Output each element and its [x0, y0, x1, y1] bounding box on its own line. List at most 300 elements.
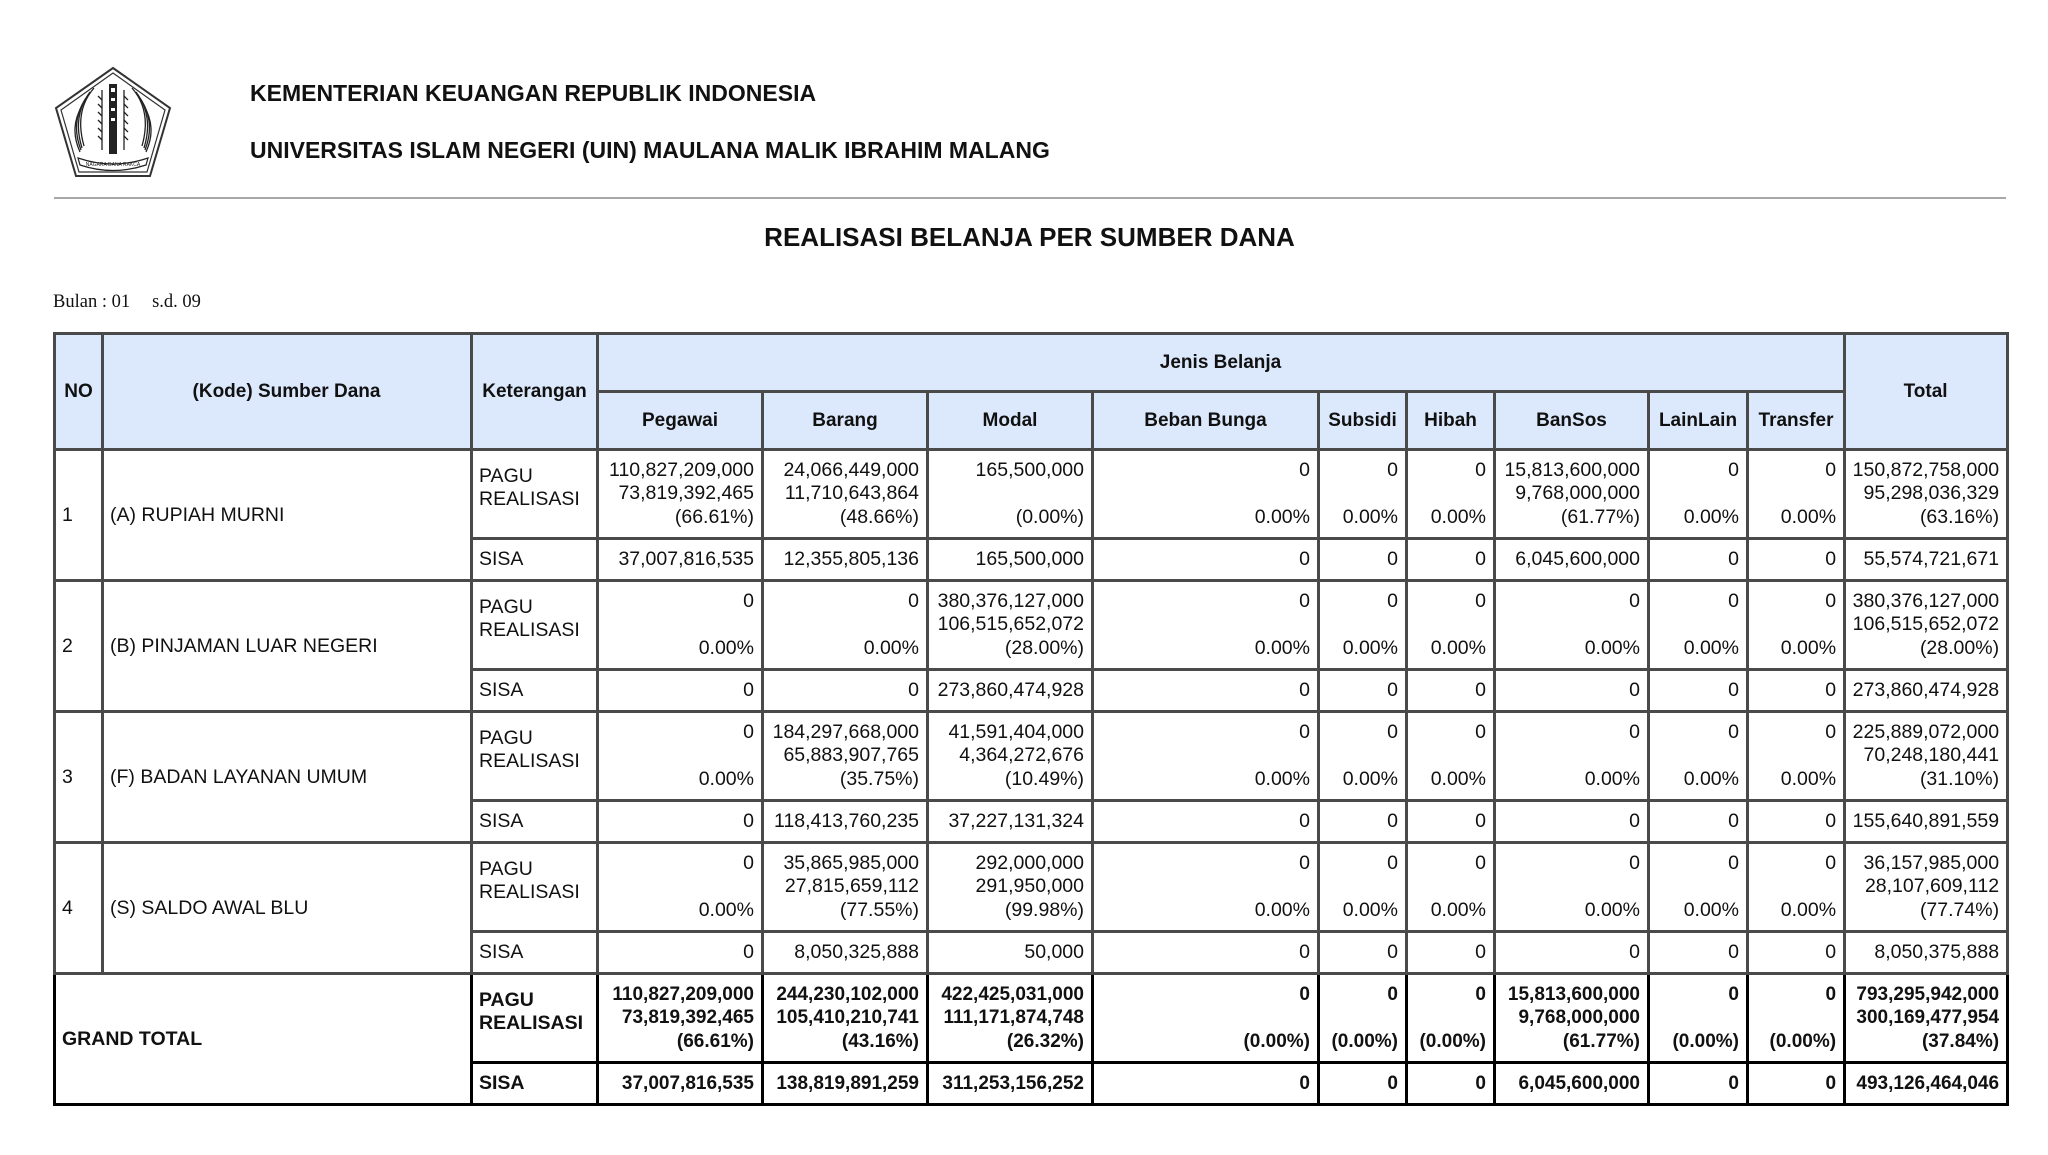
- cell-total: [1845, 712, 2008, 801]
- percent-value: (66.61%): [674, 505, 754, 528]
- col-header-transfer: Transfer: [1748, 392, 1845, 450]
- cell-total: [1845, 843, 2008, 932]
- realisasi-value: [1755, 744, 1836, 768]
- realisasi-value: [1414, 482, 1486, 506]
- percent-value: 0.00%: [1683, 767, 1739, 790]
- percent-value: (10.49%): [1004, 767, 1084, 790]
- cell-pegawai: [598, 581, 763, 670]
- gt-cell-total: [1845, 974, 2008, 1063]
- percent-value: 0.00%: [863, 636, 919, 659]
- pagu-value: 165,500,000: [975, 458, 1084, 481]
- cell-transfer: [1748, 450, 1845, 539]
- sisa-lainlain: 0: [1649, 932, 1748, 974]
- label-pagu: PAGU: [479, 595, 533, 618]
- percent-value: 0.00%: [698, 898, 754, 921]
- percent-value: 0.00%: [1683, 898, 1739, 921]
- realisasi-value: [1414, 613, 1486, 637]
- gt-sisa-barang: 138,819,891,259: [763, 1063, 928, 1105]
- pagu-value: 244,230,102,000: [776, 983, 919, 1005]
- percent-value: (37.84%): [1921, 1030, 2000, 1052]
- sisa-beban-bunga: 0: [1093, 539, 1319, 581]
- percent-value: (48.66%): [839, 505, 919, 528]
- pagu-value: 0: [1825, 458, 1837, 481]
- pagu-value: 0: [1387, 851, 1398, 874]
- pagu-value: 15,813,600,000: [1504, 458, 1640, 481]
- source-name: (S) SALDO AWAL BLU: [103, 843, 472, 974]
- sisa-beban-bunga: 0: [1093, 932, 1319, 974]
- pagu-value: 35,865,985,000: [783, 851, 919, 874]
- cell-modal: [928, 450, 1093, 539]
- cell-hibah: [1407, 581, 1495, 670]
- gt-cell-pegawai: [598, 974, 763, 1063]
- pagu-value: 24,066,449,000: [783, 458, 919, 481]
- pagu-value: 41,591,404,000: [948, 720, 1084, 743]
- sisa-total: 55,574,721,671: [1845, 539, 2008, 581]
- sisa-lainlain: 0: [1649, 539, 1748, 581]
- percent-value: (28.00%): [1004, 636, 1084, 659]
- realisasi-value: [1502, 613, 1640, 637]
- cell-transfer: [1748, 712, 1845, 801]
- gt-sisa-modal: 311,253,156,252: [928, 1063, 1093, 1105]
- label-sisa: SISA: [472, 801, 598, 843]
- label-realisasi: REALISASI: [479, 1012, 584, 1034]
- realisasi-value: 73,819,392,465: [621, 1007, 754, 1029]
- pagu-value: 0: [743, 589, 754, 612]
- realisasi-value: [1755, 613, 1836, 637]
- sisa-barang: 8,050,325,888: [763, 932, 928, 974]
- percent-value: 0.00%: [1780, 767, 1837, 790]
- pagu-value: 0: [1728, 983, 1739, 1005]
- pagu-value: 110,827,209,000: [609, 458, 754, 481]
- realisasi-value: [1414, 1006, 1486, 1030]
- sisa-bansos: 0: [1495, 932, 1649, 974]
- realisasi-value: 106,515,652,072: [937, 613, 1084, 636]
- cell-bansos: [1495, 843, 1649, 932]
- cell-pegawai: [598, 843, 763, 932]
- col-header-barang: Barang: [763, 392, 928, 450]
- realisasi-value: [1100, 482, 1310, 506]
- cell-barang: [763, 843, 928, 932]
- realisasi-value: 105,410,210,741: [776, 1007, 919, 1029]
- gt-cell-lainlain: [1649, 974, 1748, 1063]
- cell-total: [1845, 450, 2008, 539]
- pagu-value: 0: [1728, 589, 1739, 612]
- pagu-value: 0: [1728, 458, 1739, 481]
- realisasi-value: [1502, 875, 1640, 899]
- sisa-pegawai: 37,007,816,535: [598, 539, 763, 581]
- col-header-keterangan: Keterangan: [472, 334, 598, 450]
- pagu-value: 0: [1299, 851, 1310, 874]
- sisa-lainlain: 0: [1649, 670, 1748, 712]
- cell-barang: [763, 581, 928, 670]
- gt-cell-hibah: [1407, 974, 1495, 1063]
- percent-value: 0.00%: [1584, 767, 1640, 790]
- keterangan-pagu-realisasi: [472, 581, 598, 670]
- report-title: REALISASI BELANJA PER SUMBER DANA: [764, 222, 1295, 252]
- realisasi-value: 27,815,659,112: [784, 875, 919, 898]
- col-header-jenis-belanja: Jenis Belanja: [598, 334, 1845, 392]
- percent-value: (26.32%): [1006, 1030, 1084, 1052]
- keterangan-pagu-realisasi: [472, 712, 598, 801]
- percent-value: (31.10%): [1919, 767, 2000, 790]
- sisa-modal: 50,000: [928, 932, 1093, 974]
- pagu-value: 0: [1825, 851, 1837, 874]
- percent-value: 0.00%: [1342, 636, 1398, 659]
- label-sisa: SISA: [472, 932, 598, 974]
- col-header-hibah: Hibah: [1407, 392, 1495, 450]
- percent-value: 0.00%: [698, 636, 754, 659]
- cell-transfer: [1748, 581, 1845, 670]
- pagu-value: 0: [1475, 720, 1486, 743]
- table-row-pagu: [55, 843, 2008, 932]
- sisa-barang: 12,355,805,136: [763, 539, 928, 581]
- sisa-pegawai: 0: [598, 670, 763, 712]
- percent-value: (99.98%): [1004, 898, 1084, 921]
- percent-value: (28.00%): [1919, 636, 2000, 659]
- pagu-value: 225,889,072,000: [1852, 720, 2000, 743]
- sisa-hibah: 0: [1407, 539, 1495, 581]
- percent-value: 0.00%: [1683, 505, 1739, 528]
- cell-barang: [763, 450, 928, 539]
- pagu-value: 292,000,000: [975, 851, 1084, 874]
- sisa-barang: 118,413,760,235: [763, 801, 928, 843]
- pagu-value: 0: [1728, 720, 1739, 743]
- percent-value: (35.75%): [839, 767, 919, 790]
- realisasi-value: [1326, 875, 1398, 899]
- pagu-value: 0: [1299, 458, 1310, 481]
- table-row-pagu: [55, 450, 2008, 539]
- row-number: 4: [55, 843, 103, 974]
- percent-value: 0.00%: [1430, 636, 1486, 659]
- realisasi-value: 65,883,907,765: [783, 744, 919, 767]
- cell-modal: [928, 843, 1093, 932]
- sisa-subsidi: 0: [1319, 670, 1407, 712]
- label-sisa: SISA: [472, 539, 598, 581]
- cell-beban-bunga: [1093, 581, 1319, 670]
- cell-subsidi: [1319, 450, 1407, 539]
- pagu-value: 0: [1825, 983, 1837, 1005]
- col-header-source: (Kode) Sumber Dana: [103, 334, 472, 450]
- cell-lainlain: [1649, 450, 1748, 539]
- gt-sisa-total: 493,126,464,046: [1845, 1063, 2008, 1105]
- col-header-no: NO: [55, 334, 103, 450]
- sisa-beban-bunga: 0: [1093, 801, 1319, 843]
- period-start: Bulan : 01: [53, 292, 131, 312]
- cell-pegawai: [598, 712, 763, 801]
- pagu-value: 0: [1299, 720, 1310, 743]
- realisasi-value: 106,515,652,072: [1852, 613, 2000, 636]
- table-row-pagu: [55, 581, 2008, 670]
- sisa-pegawai: 0: [598, 801, 763, 843]
- realization-table: [53, 332, 2009, 1106]
- percent-value: (0.00%): [1331, 1030, 1398, 1052]
- percent-value: (43.16%): [841, 1030, 919, 1052]
- cell-modal: [928, 581, 1093, 670]
- sisa-transfer: 0: [1748, 670, 1845, 712]
- sisa-pegawai: 0: [598, 932, 763, 974]
- cell-bansos: [1495, 712, 1649, 801]
- realisasi-value: [770, 613, 919, 637]
- cell-beban-bunga: [1093, 843, 1319, 932]
- pagu-value: 380,376,127,000: [937, 589, 1084, 612]
- keterangan-pagu-realisasi: [472, 450, 598, 539]
- col-header-pegawai: Pegawai: [598, 392, 763, 450]
- kemenkeu-emblem-icon: [54, 66, 172, 178]
- percent-value: 0.00%: [1780, 636, 1837, 659]
- label-realisasi: REALISASI: [479, 750, 580, 772]
- grand-total-label: GRAND TOTAL: [55, 974, 472, 1105]
- realisasi-value: [1656, 744, 1739, 768]
- cell-subsidi: [1319, 712, 1407, 801]
- realisasi-value: 95,298,036,329: [1863, 482, 2000, 505]
- gt-cell-transfer: [1748, 974, 1845, 1063]
- pagu-value: 0: [743, 720, 754, 743]
- realisasi-value: 11,710,643,864: [784, 482, 919, 505]
- pagu-value: 0: [1629, 720, 1640, 743]
- keterangan-pagu-realisasi: [472, 974, 598, 1063]
- gt-cell-barang: [763, 974, 928, 1063]
- sisa-modal: 37,227,131,324: [928, 801, 1093, 843]
- gt-sisa-beban-bunga: 0: [1093, 1063, 1319, 1105]
- pagu-value: 422,425,031,000: [941, 983, 1084, 1005]
- percent-value: 0.00%: [1254, 898, 1310, 921]
- pagu-value: 0: [1387, 983, 1398, 1005]
- pagu-value: 0: [1475, 458, 1486, 481]
- gt-cell-modal: [928, 974, 1093, 1063]
- sisa-hibah: 0: [1407, 932, 1495, 974]
- sisa-modal: 273,860,474,928: [928, 670, 1093, 712]
- sisa-total: 8,050,375,888: [1845, 932, 2008, 974]
- col-header-bansos: BanSos: [1495, 392, 1649, 450]
- cell-hibah: [1407, 843, 1495, 932]
- gt-sisa-pegawai: 37,007,816,535: [598, 1063, 763, 1105]
- percent-value: 0.00%: [1342, 898, 1398, 921]
- pagu-value: 0: [1629, 851, 1640, 874]
- label-pagu: PAGU: [479, 464, 533, 487]
- gt-cell-bansos: [1495, 974, 1649, 1063]
- cell-beban-bunga: [1093, 450, 1319, 539]
- cell-barang: [763, 712, 928, 801]
- percent-value: (0.00%): [1769, 1030, 1837, 1052]
- percent-value: 0.00%: [698, 767, 754, 790]
- pagu-value: 0: [1387, 589, 1398, 612]
- percent-value: (77.74%): [1919, 898, 2000, 921]
- sisa-bansos: 0: [1495, 670, 1649, 712]
- sisa-transfer: 0: [1748, 932, 1845, 974]
- percent-value: 0.00%: [1780, 898, 1837, 921]
- percent-value: (0.00%): [1015, 505, 1084, 528]
- realisasi-value: 28,107,609,112: [1864, 875, 2000, 898]
- realisasi-value: [1414, 875, 1486, 899]
- realisasi-value: 111,171,874,748: [943, 1007, 1084, 1029]
- percent-value: 0.00%: [1254, 505, 1310, 528]
- percent-value: 0.00%: [1780, 505, 1837, 528]
- pagu-value: 0: [1387, 720, 1398, 743]
- realisasi-value: 300,169,477,954: [1856, 1007, 2000, 1029]
- sisa-total: 273,860,474,928: [1845, 670, 2008, 712]
- percent-value: 0.00%: [1584, 898, 1640, 921]
- pagu-value: 184,297,668,000: [772, 720, 919, 743]
- keterangan-pagu-realisasi: [472, 843, 598, 932]
- sisa-total: 155,640,891,559: [1845, 801, 2008, 843]
- sisa-hibah: 0: [1407, 670, 1495, 712]
- realisasi-value: 9,768,000,000: [1515, 482, 1640, 505]
- svg-text:NAGARA DANA RAKCA: NAGARA DANA RAKCA: [85, 162, 141, 168]
- realisasi-value: [1656, 613, 1739, 637]
- cell-total: [1845, 581, 2008, 670]
- ministry-name: KEMENTERIAN KEUANGAN REPUBLIK INDONESIA: [250, 80, 817, 106]
- cell-bansos: [1495, 450, 1649, 539]
- cell-hibah: [1407, 712, 1495, 801]
- pagu-value: 0: [1728, 851, 1739, 874]
- realisasi-value: [605, 875, 754, 899]
- pagu-value: 0: [1475, 589, 1486, 612]
- realisasi-value: [605, 744, 754, 768]
- realisasi-value: [1656, 875, 1739, 899]
- sisa-transfer: 0: [1748, 801, 1845, 843]
- pagu-value: 793,295,942,000: [1856, 983, 2000, 1005]
- cell-hibah: [1407, 450, 1495, 539]
- pagu-value: 0: [1825, 720, 1837, 743]
- percent-value: (63.16%): [1919, 505, 2000, 528]
- pagu-value: 0: [908, 589, 919, 612]
- realisasi-value: [1326, 613, 1398, 637]
- pagu-value: 0: [1299, 983, 1310, 1005]
- realisasi-value: [1100, 613, 1310, 637]
- cell-lainlain: [1649, 581, 1748, 670]
- percent-value: 0.00%: [1683, 636, 1739, 659]
- period-end: s.d. 09: [152, 292, 201, 312]
- grand-total-row-pagu: [55, 974, 2008, 1063]
- header-divider: [54, 197, 2006, 199]
- row-number: 1: [55, 450, 103, 581]
- row-number: 2: [55, 581, 103, 712]
- sisa-modal: 165,500,000: [928, 539, 1093, 581]
- col-header-total: Total: [1845, 334, 2008, 450]
- realisasi-value: [1326, 482, 1398, 506]
- sisa-subsidi: 0: [1319, 932, 1407, 974]
- pagu-value: 0: [743, 851, 754, 874]
- pagu-value: 0: [1629, 589, 1640, 612]
- sisa-beban-bunga: 0: [1093, 670, 1319, 712]
- label-sisa: SISA: [472, 670, 598, 712]
- pagu-value: 380,376,127,000: [1852, 589, 2000, 612]
- realisasi-value: [1100, 744, 1310, 768]
- label-pagu: PAGU: [479, 726, 533, 749]
- realisasi-value: [1656, 482, 1739, 506]
- col-header-subsidi: Subsidi: [1319, 392, 1407, 450]
- sisa-subsidi: 0: [1319, 539, 1407, 581]
- label-sisa: SISA: [472, 1063, 598, 1105]
- sisa-lainlain: 0: [1649, 801, 1748, 843]
- source-name: (B) PINJAMAN LUAR NEGERI: [103, 581, 472, 712]
- realisasi-value: 70,248,180,441: [1863, 744, 2000, 767]
- percent-value: 0.00%: [1254, 636, 1310, 659]
- gt-sisa-hibah: 0: [1407, 1063, 1495, 1105]
- percent-value: (66.61%): [676, 1030, 754, 1052]
- realisasi-value: [1326, 744, 1398, 768]
- percent-value: 0.00%: [1254, 767, 1310, 790]
- label-realisasi: REALISASI: [479, 488, 580, 510]
- realisasi-value: [1755, 875, 1836, 899]
- sisa-subsidi: 0: [1319, 801, 1407, 843]
- realisasi-value: [1100, 875, 1310, 899]
- label-realisasi: REALISASI: [479, 619, 580, 641]
- cell-subsidi: [1319, 843, 1407, 932]
- realisasi-value: [1755, 1006, 1836, 1030]
- period-range: [53, 292, 201, 313]
- label-pagu: PAGU: [479, 857, 533, 880]
- realisasi-value: [1414, 744, 1486, 768]
- percent-value: (61.77%): [1562, 1030, 1640, 1052]
- realisasi-value: [935, 482, 1084, 506]
- pagu-value: 15,813,600,000: [1507, 983, 1640, 1005]
- gt-sisa-bansos: 6,045,600,000: [1495, 1063, 1649, 1105]
- pagu-value: 110,827,209,000: [612, 983, 754, 1005]
- percent-value: (0.00%): [1419, 1030, 1486, 1052]
- sisa-bansos: 6,045,600,000: [1495, 539, 1649, 581]
- sisa-hibah: 0: [1407, 801, 1495, 843]
- label-pagu: PAGU: [479, 988, 534, 1011]
- sisa-barang: 0: [763, 670, 928, 712]
- percent-value: (77.55%): [839, 898, 919, 921]
- col-header-modal: Modal: [928, 392, 1093, 450]
- realisasi-value: [1755, 482, 1836, 506]
- pagu-value: 0: [1475, 851, 1486, 874]
- sisa-transfer: 0: [1748, 539, 1845, 581]
- percent-value: 0.00%: [1430, 898, 1486, 921]
- header-row-group: [55, 334, 2008, 392]
- percent-value: (61.77%): [1560, 505, 1640, 528]
- realisasi-value: 73,819,392,465: [618, 482, 754, 505]
- cell-lainlain: [1649, 712, 1748, 801]
- realisasi-value: [1502, 744, 1640, 768]
- pagu-value: 0: [1387, 458, 1398, 481]
- pagu-value: 0: [1475, 983, 1486, 1005]
- gt-sisa-transfer: 0: [1748, 1063, 1845, 1105]
- cell-beban-bunga: [1093, 712, 1319, 801]
- percent-value: (0.00%): [1243, 1030, 1310, 1052]
- cell-bansos: [1495, 581, 1649, 670]
- pagu-value: 36,157,985,000: [1863, 851, 2000, 874]
- institution-name: UNIVERSITAS ISLAM NEGERI (UIN) MAULANA MALIK IBRAHIM MALANG: [250, 137, 1050, 163]
- pagu-value: 0: [1825, 589, 1837, 612]
- pagu-value: 150,872,758,000: [1852, 458, 2000, 481]
- percent-value: 0.00%: [1342, 767, 1398, 790]
- label-realisasi: REALISASI: [479, 881, 580, 903]
- pagu-value: 0: [1299, 589, 1310, 612]
- table-row-pagu: [55, 712, 2008, 801]
- sisa-bansos: 0: [1495, 801, 1649, 843]
- percent-value: (0.00%): [1672, 1030, 1739, 1052]
- realisasi-value: [1326, 1006, 1398, 1030]
- percent-value: 0.00%: [1584, 636, 1640, 659]
- realisasi-value: 291,950,000: [975, 875, 1084, 898]
- cell-pegawai: [598, 450, 763, 539]
- realisasi-value: [1656, 1006, 1739, 1030]
- cell-modal: [928, 712, 1093, 801]
- source-name: (A) RUPIAH MURNI: [103, 450, 472, 581]
- gt-sisa-lainlain: 0: [1649, 1063, 1748, 1105]
- realisasi-value: 4,364,272,676: [959, 744, 1084, 767]
- realisasi-value: 9,768,000,000: [1518, 1007, 1640, 1029]
- realisasi-value: [605, 613, 754, 637]
- cell-transfer: [1748, 843, 1845, 932]
- gt-sisa-subsidi: 0: [1319, 1063, 1407, 1105]
- col-header-beban-bunga: Beban Bunga: [1093, 392, 1319, 450]
- source-name: (F) BADAN LAYANAN UMUM: [103, 712, 472, 843]
- cell-lainlain: [1649, 843, 1748, 932]
